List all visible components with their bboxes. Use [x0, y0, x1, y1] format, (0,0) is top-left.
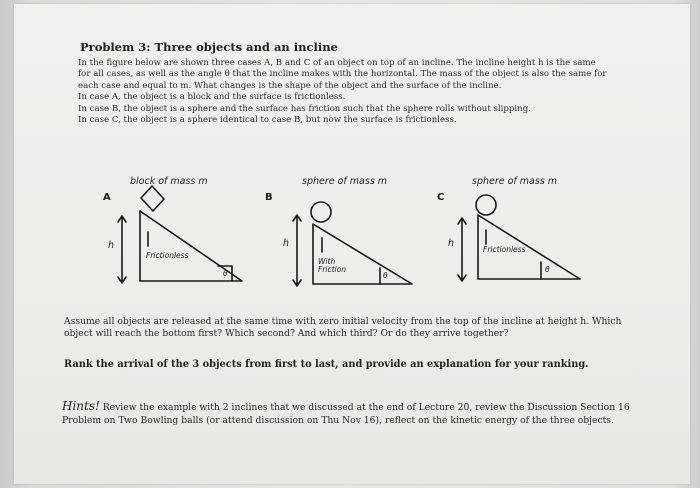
case-c-angle-label: θ	[545, 265, 550, 274]
question-block	[64, 316, 624, 340]
case-c-description: In case C, the object is a sphere identical to case B, but now the surface is frictionless.	[78, 115, 457, 126]
case-b-object-label: sphere of mass m	[302, 176, 388, 187]
case-b-angle-label: θ	[383, 271, 388, 280]
hints-label: Hints!	[62, 399, 100, 413]
case-a-height-label: h	[108, 240, 115, 251]
problem-title: Problem 3: Three objects and an incline	[80, 40, 338, 54]
case-b-surface-label: With Friction	[318, 257, 346, 274]
question-text: Assume all objects are released at the same time with zero initial velocity from the top of the incline at height h. Which object will reach the bottom first? Which second? And which third? Or do they arrive together?	[64, 316, 622, 339]
height-arrow-a	[118, 216, 126, 283]
height-arrow-c	[458, 218, 466, 281]
case-a-surface-label: Frictionless	[146, 251, 189, 260]
hints-block	[62, 400, 632, 427]
case-b-description: In case B, the object is a sphere and the surface has friction such that the sphere rolls without slipping.	[78, 103, 531, 114]
sphere-c	[476, 195, 496, 215]
rank-instruction: Rank the arrival of the 3 objects from first to last, and provide an explanation for your ranking.	[64, 359, 589, 370]
case-c-surface-label: Frictionless	[483, 245, 526, 254]
sphere-b	[311, 202, 331, 222]
case-a-letter: A	[103, 192, 111, 203]
case-b-letter: B	[265, 192, 273, 203]
case-a-angle-label: θ	[223, 269, 228, 278]
case-c-height-label: h	[448, 238, 455, 249]
case-c-letter: C	[437, 192, 445, 203]
case-a-description: In case A, the object is a block and the surface is frictionless.	[78, 92, 346, 103]
hints-text: Review the example with 2 inclines that we discussed at the end of Lecture 20, review the Discussion Section 16 Problem on Two Bowling balls (or attend discussion on Thu Nov 16), reflect on the kinetic energy of the three objects.	[62, 402, 630, 426]
case-c-drawing	[458, 195, 580, 281]
case-a-object-label: block of mass m	[130, 176, 208, 187]
case-c-object-label: sphere of mass m	[472, 176, 558, 187]
case-b-height-label: h	[283, 238, 290, 249]
intro-paragraph: In the figure below are shown three cases A, B and C of an object on top of an incline. The incline height h is the same for all cases, as well as the angle θ that the incline makes with the horizontal. The mass of the object is also the same for each case and equal to m. What changes is the shape of the object and the surface of the incline.	[78, 58, 607, 91]
height-arrow-b	[293, 215, 301, 286]
incline-b	[313, 224, 412, 284]
block-a	[141, 186, 164, 211]
